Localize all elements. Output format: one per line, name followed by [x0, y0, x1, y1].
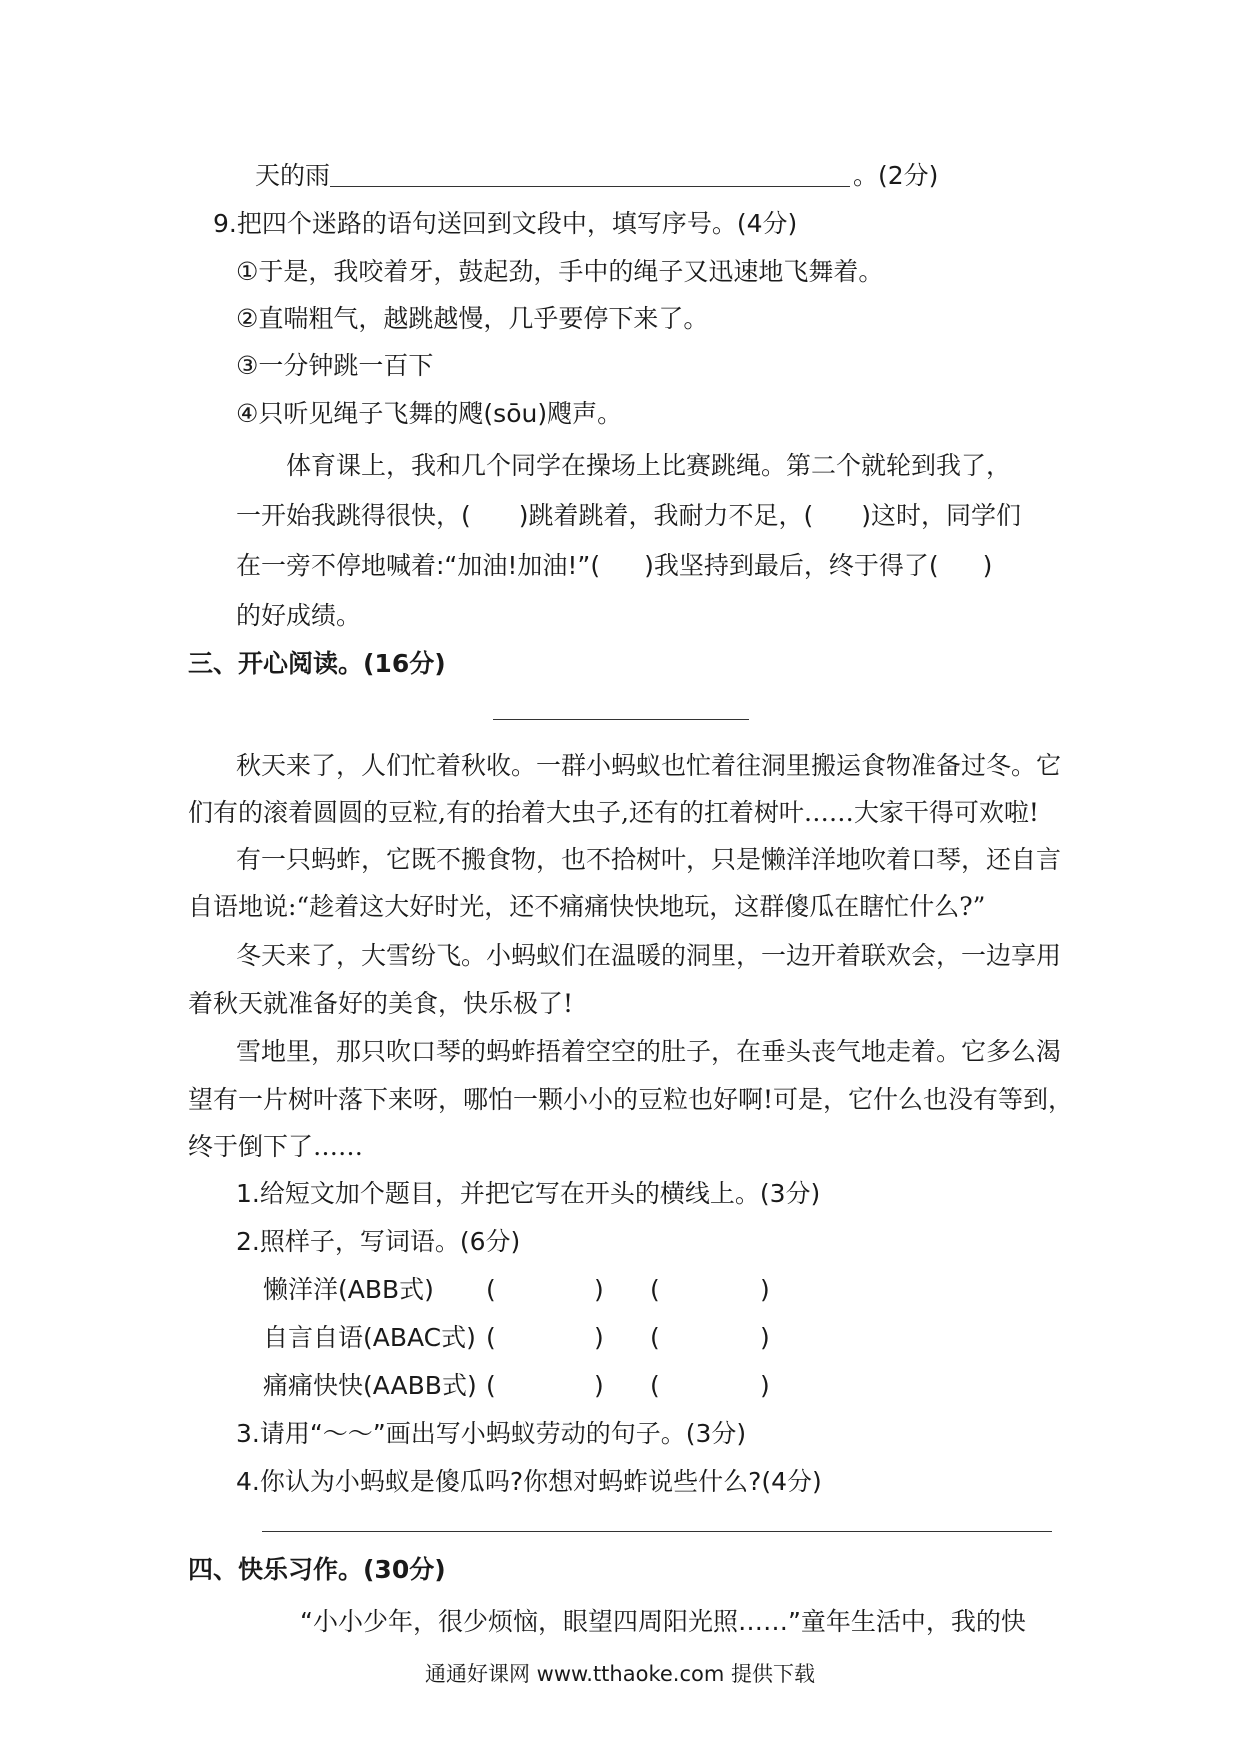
section4-prompt: “小小少年，很少烦恼，眼望四周阳光照……”童年生活中，我的快 [300, 1607, 1026, 1636]
paren-open: ( [486, 1323, 496, 1352]
q9-line2-c: )这时，同学们 [861, 501, 1022, 530]
page-footer: 通通好课网 www.tthaoke.com 提供下载 [425, 1662, 815, 1686]
q9-passage-line3 [236, 550, 992, 582]
paren-close: ) [594, 1323, 604, 1352]
q9-line3-c: ) [982, 551, 993, 580]
q9-passage-line1: 体育课上，我和几个同学在操场上比赛跳绳。第二个就轮到我了， [286, 451, 1012, 480]
word-example-aabb: 痛痛快快(AABB式) [263, 1371, 477, 1400]
word-example-abb: 懒洋洋(ABB式) [263, 1275, 434, 1304]
q9-line3-a: 在一旁不停地喊着:“加油!加油!”( [236, 551, 601, 580]
section3-question-1: 1.给短文加个题目，并把它写在开头的横线上。(3分) [236, 1179, 821, 1208]
section3-question-2: 2.照样子，写词语。(6分) [236, 1227, 521, 1256]
story-line-2: 们有的滚着圆圆的豆粒,有的抬着大虫子,还有的扛着树叶……大家干得可欢啦! [188, 798, 1039, 827]
story-line-8: 望有一片树叶落下来呀，哪怕一颗小小的豆粒也好啊!可是，它什么也没有等到， [188, 1085, 1074, 1114]
paren-open: ( [486, 1275, 496, 1304]
q9-line2-a: 一开始我跳得很快，( [236, 501, 471, 530]
q9-line2-b: )跳着跳着，我耐力不足，( [518, 501, 814, 530]
paren-close: ) [594, 1275, 604, 1304]
q8-answer-line[interactable] [330, 186, 850, 187]
q9-title: 9.把四个迷路的语句送回到文段中，填写序号。(4分) [213, 209, 798, 238]
q8-tail-suffix: 。(2分) [853, 161, 939, 190]
q8-tail-prefix: 天的雨 [255, 161, 331, 190]
q9-option-1: ①于是，我咬着牙，鼓起劲，手中的绳子又迅速地飞舞着。 [236, 257, 884, 286]
q9-line3-b: )我坚持到最后，终于得了( [644, 551, 939, 580]
section3-question-3: 3.请用“～～”画出写小蚂蚁劳动的句子。(3分) [236, 1419, 747, 1448]
word-example-abac: 自言自语(ABAC式) [263, 1323, 476, 1352]
story-line-3: 有一只蚂蚱，它既不搬食物，也不拾树叶，只是懒洋洋地吹着口琴，还自言 [236, 845, 1062, 874]
paren-open: ( [650, 1275, 660, 1304]
story-line-5: 冬天来了，大雪纷飞。小蚂蚁们在温暖的洞里，一边开着联欢会，一边享用 [236, 941, 1062, 970]
paren-close: ) [760, 1323, 770, 1352]
q9-passage-line2 [236, 500, 1021, 532]
story-line-1: 秋天来了，人们忙着秋收。一群小蚂蚁也忙着往洞里搬运食物准备过冬。它 [236, 751, 1062, 780]
q4-answer-line[interactable] [262, 1531, 1052, 1532]
paren-open: ( [650, 1323, 660, 1352]
story-line-9: 终于倒下了…… [188, 1132, 364, 1161]
q9-option-4: ④只听见绳子飞舞的飕(sōu)飕声。 [236, 399, 623, 428]
paren-close: ) [760, 1371, 770, 1400]
story-title-line[interactable] [493, 719, 749, 720]
q9-option-2: ②直喘粗气，越跳越慢，几乎要停下来了。 [236, 304, 709, 333]
story-line-6: 着秋天就准备好的美食，快乐极了! [188, 989, 574, 1018]
paren-close: ) [760, 1275, 770, 1304]
paren-open: ( [486, 1371, 496, 1400]
paren-open: ( [650, 1371, 660, 1400]
section3-heading: 三、开心阅读。(16分) [188, 649, 446, 678]
section4-heading: 四、快乐习作。(30分) [188, 1555, 446, 1584]
section3-question-4: 4.你认为小蚂蚁是傻瓜吗?你想对蚂蚱说些什么?(4分) [236, 1467, 822, 1496]
q9-option-3: ③一分钟跳一百下 [236, 351, 434, 380]
paren-close: ) [594, 1371, 604, 1400]
story-line-4: 自语地说:“趁着这大好时光，还不痛痛快快地玩，这群傻瓜在瞎忙什么?” [188, 892, 986, 921]
story-line-7: 雪地里，那只吹口琴的蚂蚱捂着空空的肚子，在垂头丧气地走着。它多么渴 [236, 1037, 1062, 1066]
q9-passage-line4: 的好成绩。 [236, 601, 362, 630]
